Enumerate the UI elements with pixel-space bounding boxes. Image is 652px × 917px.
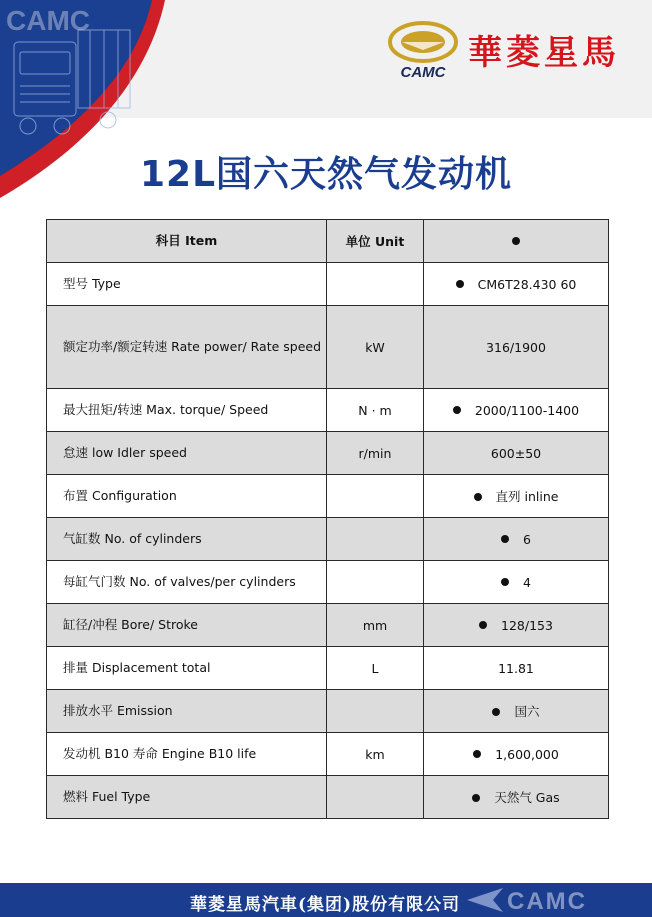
table-row	[47, 432, 609, 475]
table-row	[47, 561, 609, 604]
row-item: 怠速 low Idler speed	[47, 432, 327, 475]
row-unit: kW	[327, 306, 424, 389]
camc-logo-text: CAMC	[400, 64, 446, 80]
row-value-cell	[424, 432, 609, 475]
bullet-icon	[453, 406, 461, 414]
bullet-icon	[472, 794, 480, 802]
table-row	[47, 475, 609, 518]
bullet-icon	[479, 621, 487, 629]
row-value: 600±50	[490, 445, 542, 461]
page-title: 12L国六天然气发动机	[139, 154, 513, 195]
bullet-icon	[492, 708, 500, 716]
row-item: 最大扭矩/转速 Max. torque/ Speed	[47, 389, 327, 432]
footer-company-name: 華菱星馬汽車(集团)股份有限公司	[190, 895, 461, 915]
footer-camc-logo-icon	[463, 886, 643, 914]
table-row	[47, 776, 609, 819]
row-item: 燃料 Fuel Type	[47, 776, 327, 819]
row-value: 天然气 Gas	[494, 790, 560, 805]
row-value-cell	[424, 263, 609, 306]
table-row	[47, 263, 609, 306]
spec-table	[46, 219, 609, 819]
table-row	[47, 518, 609, 561]
row-value: CM6T28.430 60	[477, 276, 577, 292]
bullet-icon	[474, 493, 482, 501]
row-value: 316/1900	[486, 339, 546, 355]
row-value: 1,600,000	[495, 746, 559, 762]
header-unit: 单位 Unit	[327, 220, 424, 263]
row-unit: mm	[327, 604, 424, 647]
table-row	[47, 647, 609, 690]
table-header-row	[47, 220, 609, 263]
row-value: 6	[523, 531, 531, 547]
row-value-cell	[424, 475, 609, 518]
row-value: 国六	[514, 704, 540, 719]
row-unit: km	[327, 733, 424, 776]
row-value-cell	[424, 518, 609, 561]
row-value-cell	[424, 306, 609, 389]
header-value	[424, 220, 609, 263]
row-value-cell	[424, 733, 609, 776]
brand-logo-area	[382, 18, 620, 80]
row-value-cell	[424, 604, 609, 647]
row-item: 发动机 B10 寿命 Engine B10 life	[47, 733, 327, 776]
row-unit: L	[327, 647, 424, 690]
row-value: 4	[523, 574, 531, 590]
row-value: 128/153	[501, 617, 553, 633]
row-value: 2000/1100-1400	[474, 402, 580, 418]
row-unit	[327, 518, 424, 561]
row-item: 型号 Type	[47, 263, 327, 306]
row-value-cell	[424, 690, 609, 733]
camc-logo-icon	[382, 18, 464, 80]
row-value-cell	[424, 561, 609, 604]
row-unit: r/min	[327, 432, 424, 475]
row-item: 排量 Displacement total	[47, 647, 327, 690]
table-row	[47, 604, 609, 647]
table-row	[47, 306, 609, 389]
row-item: 额定功率/额定转速 Rate power/ Rate speed	[47, 306, 327, 389]
row-value: 直列 inline	[495, 489, 559, 504]
header-item: 科目 Item	[47, 220, 327, 263]
table-row	[47, 690, 609, 733]
bullet-icon	[501, 535, 509, 543]
table-row	[47, 733, 609, 776]
row-unit	[327, 561, 424, 604]
row-unit	[327, 475, 424, 518]
row-value-cell	[424, 389, 609, 432]
row-unit	[327, 690, 424, 733]
bullet-icon	[501, 578, 509, 586]
table-row	[47, 389, 609, 432]
row-unit: N · m	[327, 389, 424, 432]
row-value: 11.81	[498, 660, 534, 676]
brand-name: 華菱星馬	[468, 32, 620, 73]
row-item: 缸径/冲程 Bore/ Stroke	[47, 604, 327, 647]
row-item: 每缸气门数 No. of valves/per cylinders	[47, 561, 327, 604]
bullet-icon	[512, 237, 520, 245]
corner-watermark-text: CAMC	[6, 5, 90, 36]
row-value-cell	[424, 776, 609, 819]
bullet-icon	[473, 750, 481, 758]
row-value-cell	[424, 647, 609, 690]
row-item: 气缸数 No. of cylinders	[47, 518, 327, 561]
row-item: 排放水平 Emission	[47, 690, 327, 733]
footer-bar	[0, 883, 652, 917]
row-unit	[327, 776, 424, 819]
bullet-icon	[456, 280, 464, 288]
footer-logo-text: CAMC	[507, 888, 587, 914]
row-unit	[327, 263, 424, 306]
row-item: 布置 Configuration	[47, 475, 327, 518]
